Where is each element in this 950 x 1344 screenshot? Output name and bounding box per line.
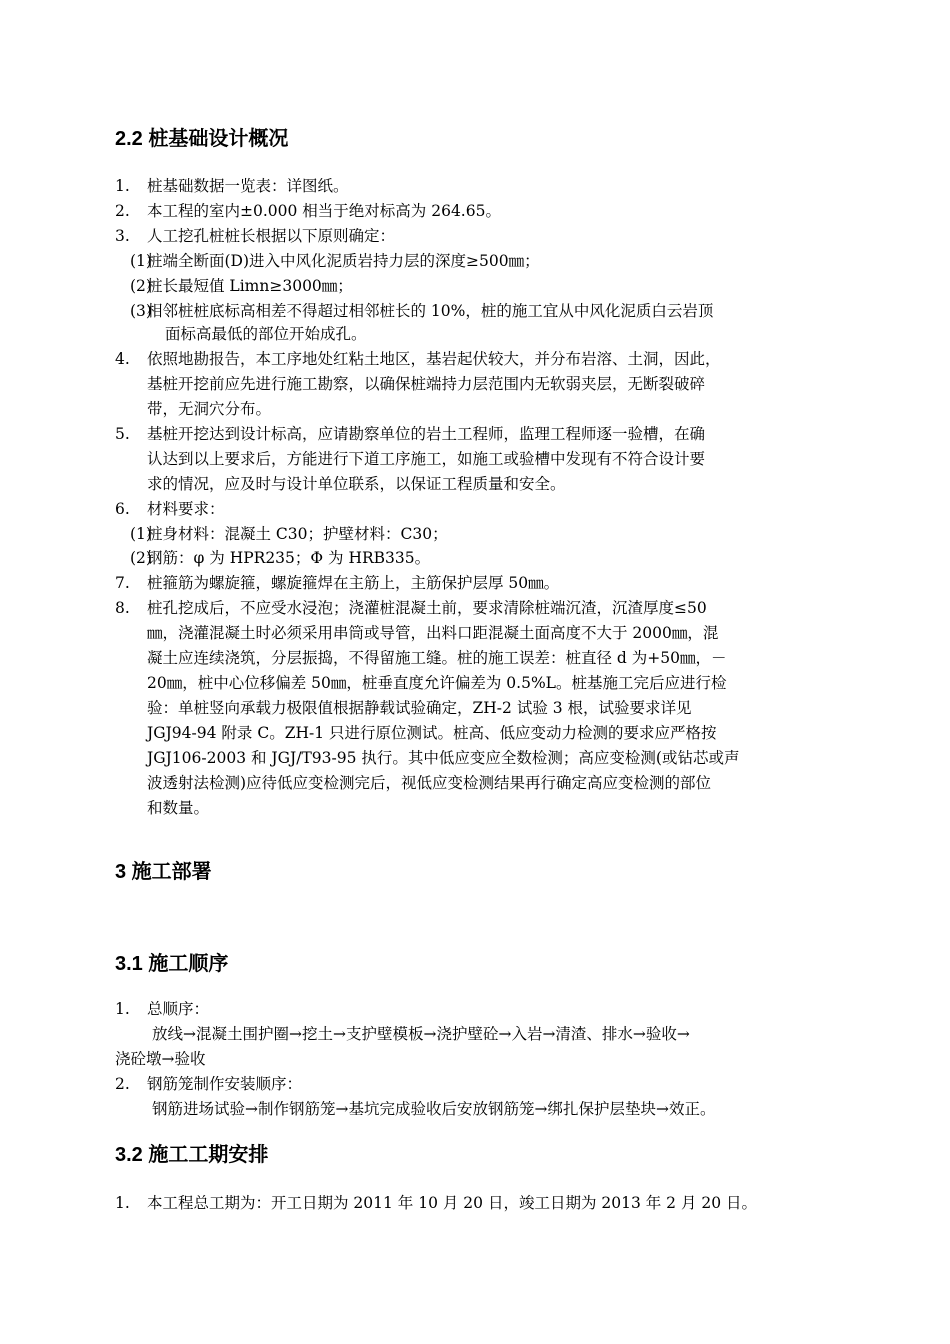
item-5-number: 5. [115, 425, 130, 443]
item-3-3-number: (3) [130, 302, 152, 320]
item-8-line: 桩孔挖成后，不应受水浸泡；浇灌桩混凝土前，要求清除桩端沉渣，沉渣厚度≤50 [147, 599, 707, 617]
section-2-2-heading: 2.2 桩基础设计概况 [115, 128, 289, 150]
item-8-line: 波透射法检测)应待低应变检测完后，视低应变检测结果再行确定高应变检测的部位 [147, 774, 712, 792]
section-3-heading: 3 施工部署 [115, 861, 212, 883]
item-4-line: 基桩开挖前应先进行施工勘察，以确保桩端持力层范围内无软弱夹层，无断裂破碎 [147, 375, 706, 393]
item-8-line: 凝土应连续浇筑，分层振捣，不得留施工缝。桩的施工误差：桩直径 d 为+50㎜，－ [147, 649, 727, 667]
item-3-2-number: (2) [130, 277, 152, 295]
item-3-number: 3. [115, 227, 130, 245]
item-3-1-1-number: 1. [115, 1000, 130, 1018]
item-3-3-line: 相邻桩桩底标高相差不得超过相邻桩长的 10%，桩的施工宜从中风化泥质白云岩顶 [147, 302, 714, 320]
item-5-line: 基桩开挖达到设计标高，应请勘察单位的岩土工程师，监理工程师逐一验槽，在确 [147, 425, 706, 443]
item-6-text: 材料要求： [147, 500, 225, 518]
section-3-2-heading: 3.2 施工工期安排 [115, 1144, 269, 1166]
item-8-line: 和数量。 [147, 799, 210, 817]
item-1-text: 桩基础数据一览表：详图纸。 [147, 177, 349, 195]
rebar-sequence-line: 钢筋进场试验→制作钢筋笼→基坑完成验收后安放钢筋笼→绑扎保护层垫块→效正。 [152, 1100, 716, 1118]
item-3-1-text: 桩端全断面(D)进入中风化泥质岩持力层的深度≥500㎜； [147, 252, 540, 270]
item-8-line: JGJ94-94 附录 C。ZH-1 只进行原位测试。桩高、低应变动力检测的要求应严格按 [147, 724, 717, 742]
item-8-line: 验：单桩竖向承载力极限值根据静载试验确定，ZH-2 试验 3 根，试验要求详见 [147, 699, 692, 717]
item-6-1-number: (1) [130, 525, 152, 543]
item-8-line: 20㎜，桩中心位移偏差 50㎜，桩垂直度允许偏差为 0.5%L。桩基施工完后应进行检 [147, 674, 727, 692]
item-3-1-1-text: 总顺序： [147, 1000, 210, 1018]
item-1-number: 1. [115, 177, 130, 195]
item-2-number: 2. [115, 202, 130, 220]
item-6-1-text: 桩身材料：混凝土 C30；护壁材料：C30； [147, 525, 448, 543]
sequence-line: 放线→混凝土围护圈→挖土→支护壁模板→浇护壁砼→入岩→清渣、排水→验收→ [152, 1025, 690, 1043]
item-3-1-2-text: 钢筋笼制作安装顺序： [147, 1075, 303, 1093]
item-3-1-2-number: 2. [115, 1075, 130, 1093]
item-4-number: 4. [115, 350, 130, 368]
item-6-number: 6. [115, 500, 130, 518]
item-3-2-1-text: 本工程总工期为：开工日期为 2011 年 10 月 20 日，竣工日期为 2013 年 2 月 20 日。 [147, 1194, 758, 1212]
section-3-1-heading: 3.1 施工顺序 [115, 953, 229, 975]
item-2-text: 本工程的室内±0.000 相当于绝对标高为 264.65。 [147, 202, 501, 220]
item-8-number: 8. [115, 599, 130, 617]
item-4-line: 带，无洞穴分布。 [147, 400, 272, 418]
item-3-3-line: 面标高最低的部位开始成孔。 [165, 325, 367, 343]
item-4-line: 依照地勘报告，本工序地处红粘土地区，基岩起伏较大，并分布岩溶、土洞，因此， [147, 350, 721, 368]
item-7-text: 桩箍筋为螺旋箍，螺旋箍焊在主筋上，主筋保护层厚 50㎜。 [147, 574, 560, 592]
item-6-2-text: 钢筋：φ 为 HPR235；Φ 为 HRB335。 [147, 549, 431, 567]
item-5-line: 求的情况，应及时与设计单位联系，以保证工程质量和安全。 [147, 475, 566, 493]
item-3-text: 人工挖孔桩桩长根据以下原则确定： [147, 227, 396, 245]
item-3-1-number: (1) [130, 252, 152, 270]
item-5-line: 认达到以上要求后，方能进行下道工序施工，如施工或验槽中发现有不符合设计要 [147, 450, 706, 468]
item-8-line: ㎜，浇灌混凝土时必须采用串筒或导管，出料口距混凝土面高度不大于 2000㎜，混 [147, 624, 719, 642]
item-6-2-number: (2) [130, 549, 152, 567]
item-8-line: JGJ106-2003 和 JGJ/T93-95 执行。其中低应变应全数检测；高应变检测(或钻芯或声 [147, 749, 740, 767]
item-3-2-1-number: 1. [115, 1194, 130, 1212]
item-3-2-text: 桩长最短值 Limn≥3000㎜； [147, 277, 353, 295]
sequence-line: 浇砼墩→验收 [115, 1050, 206, 1068]
item-7-number: 7. [115, 574, 130, 592]
